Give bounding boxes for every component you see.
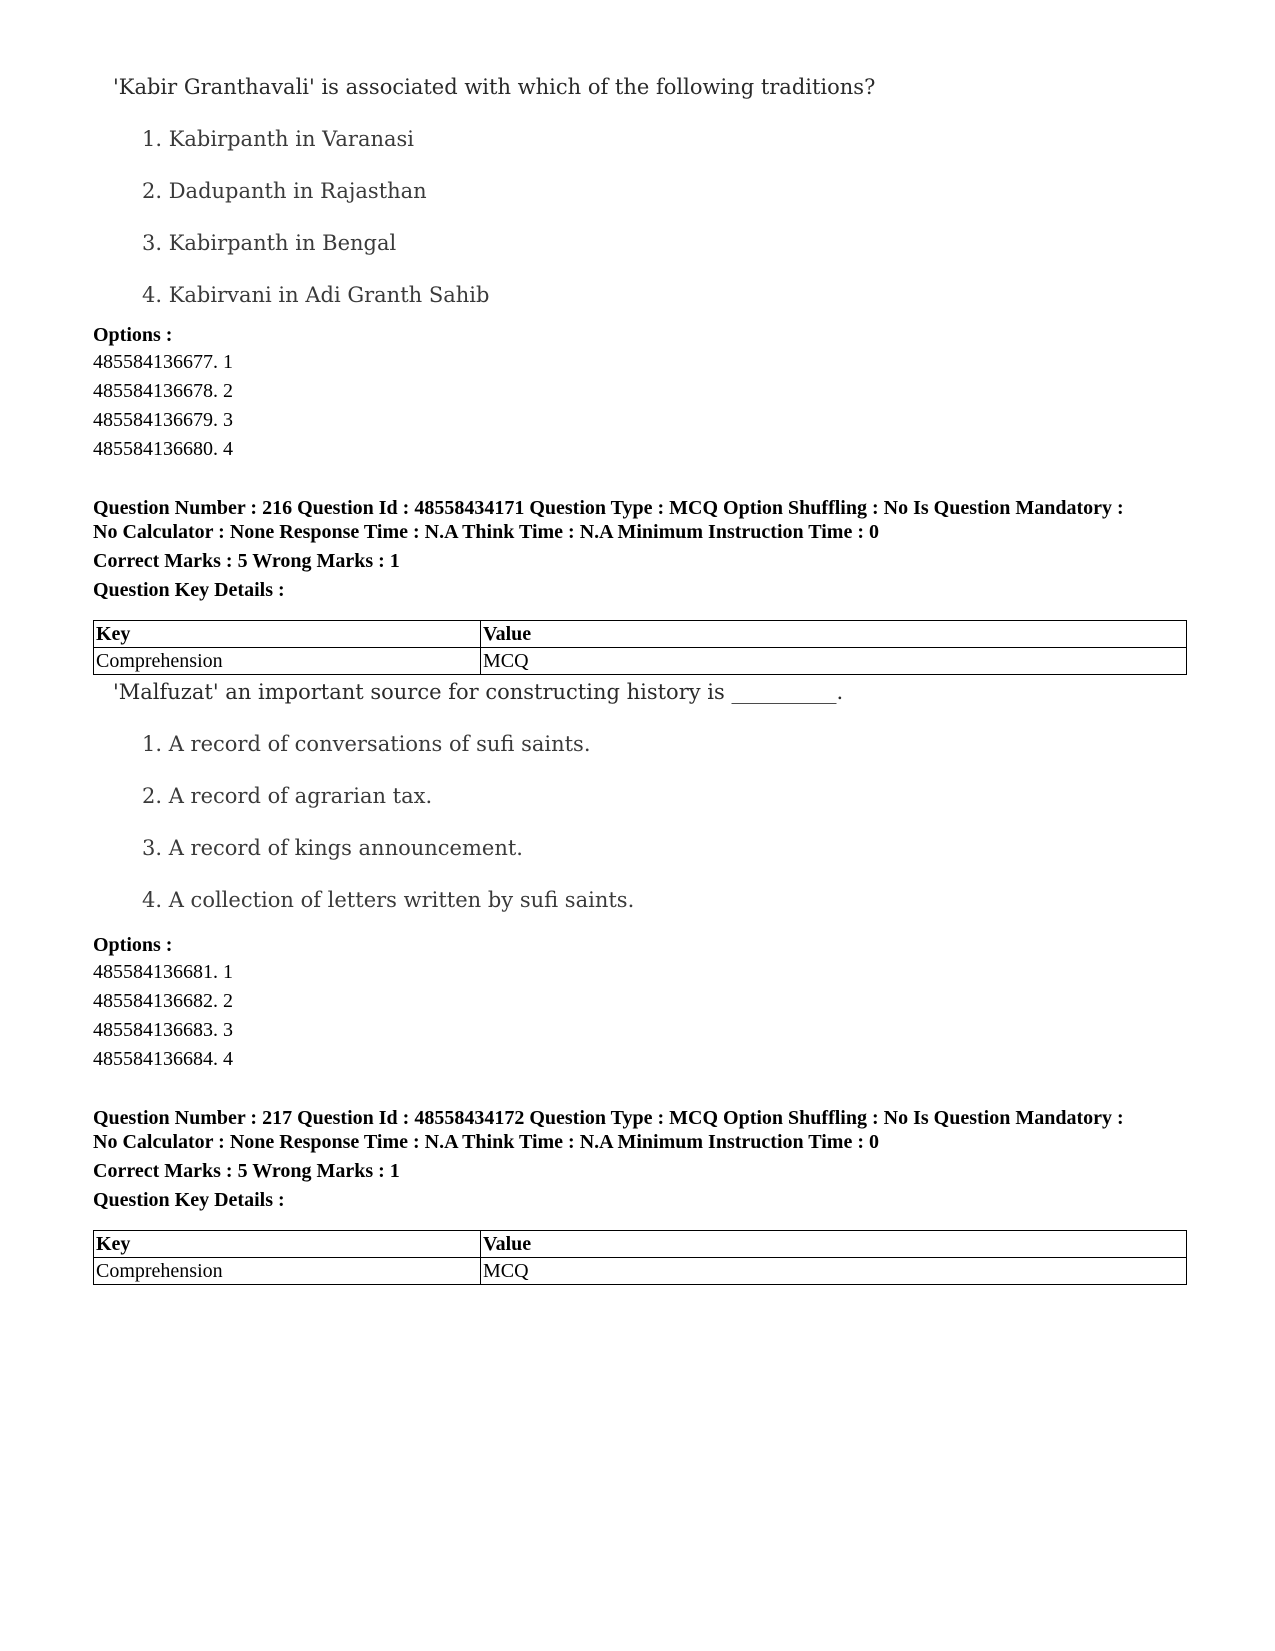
question-meta-216 [93,496,1203,605]
options-label: Options : [93,934,173,956]
choice-2: 2. A record of agrarian tax. [142,784,433,808]
marks-line: Correct Marks : 5 Wrong Marks : 1 [93,1160,400,1182]
options-list [93,322,233,464]
meta-line-2: No Calculator : None Response Time : N.A Think Time : N.A Minimum Instruction Time : 0 [93,1131,879,1153]
meta-line-1: Question Number : 216 Question Id : 48558434171 Question Type : MCQ Option Shuffling : No Is Question Mandatory : [93,497,1124,519]
table-header-value: Value [481,621,1187,648]
option-1: 485584136681. 1 [93,961,233,983]
table-row [94,1258,1187,1285]
choice-3: 3. Kabirpanth in Bengal [142,231,397,255]
options-label: Options : [93,324,173,346]
question-meta-217 [93,1106,1203,1215]
marks-line: Correct Marks : 5 Wrong Marks : 1 [93,550,400,572]
choice-1: 1. Kabirpanth in Varanasi [142,127,415,151]
table-cell-value: MCQ [481,648,1187,675]
table-cell-key: Comprehension [94,648,481,675]
option-2: 485584136682. 2 [93,990,233,1012]
table-header-row [94,621,1187,648]
question-image-malfuzat [113,677,843,915]
option-3: 485584136679. 3 [93,409,233,431]
key-details-label: Question Key Details : [93,579,285,601]
option-3: 485584136683. 3 [93,1019,233,1041]
table-row [94,648,1187,675]
option-4: 485584136680. 4 [93,438,233,460]
table-cell-value: MCQ [481,1258,1187,1285]
table-header-value: Value [481,1231,1187,1258]
option-4: 485584136684. 4 [93,1048,233,1070]
table-header-row [94,1231,1187,1258]
option-2: 485584136678. 2 [93,380,233,402]
choice-1: 1. A record of conversations of sufi saints. [142,732,591,756]
question-text: 'Kabir Granthavali' is associated with which of the following traditions? [113,75,876,99]
key-details-label: Question Key Details : [93,1189,285,1211]
choice-4: 4. A collection of letters written by sufi saints. [142,888,635,912]
meta-line-2: No Calculator : None Response Time : N.A Think Time : N.A Minimum Instruction Time : 0 [93,521,879,543]
choice-2: 2. Dadupanth in Rajasthan [142,179,427,203]
key-value-table [93,1230,1187,1285]
key-value-table [93,620,1187,675]
table-header-key: Key [94,1231,481,1258]
table-cell-key: Comprehension [94,1258,481,1285]
meta-line-1: Question Number : 217 Question Id : 48558434172 Question Type : MCQ Option Shuffling : No Is Question Mandatory : [93,1107,1124,1129]
question-text: 'Malfuzat' an important source for constructing history is __________. [113,680,844,704]
choice-3: 3. A record of kings announcement. [142,836,523,860]
option-1: 485584136677. 1 [93,351,233,373]
choice-4: 4. Kabirvani in Adi Granth Sahib [142,283,490,307]
table-header-key: Key [94,621,481,648]
options-list [93,932,233,1074]
question-image-kabir [113,72,875,310]
